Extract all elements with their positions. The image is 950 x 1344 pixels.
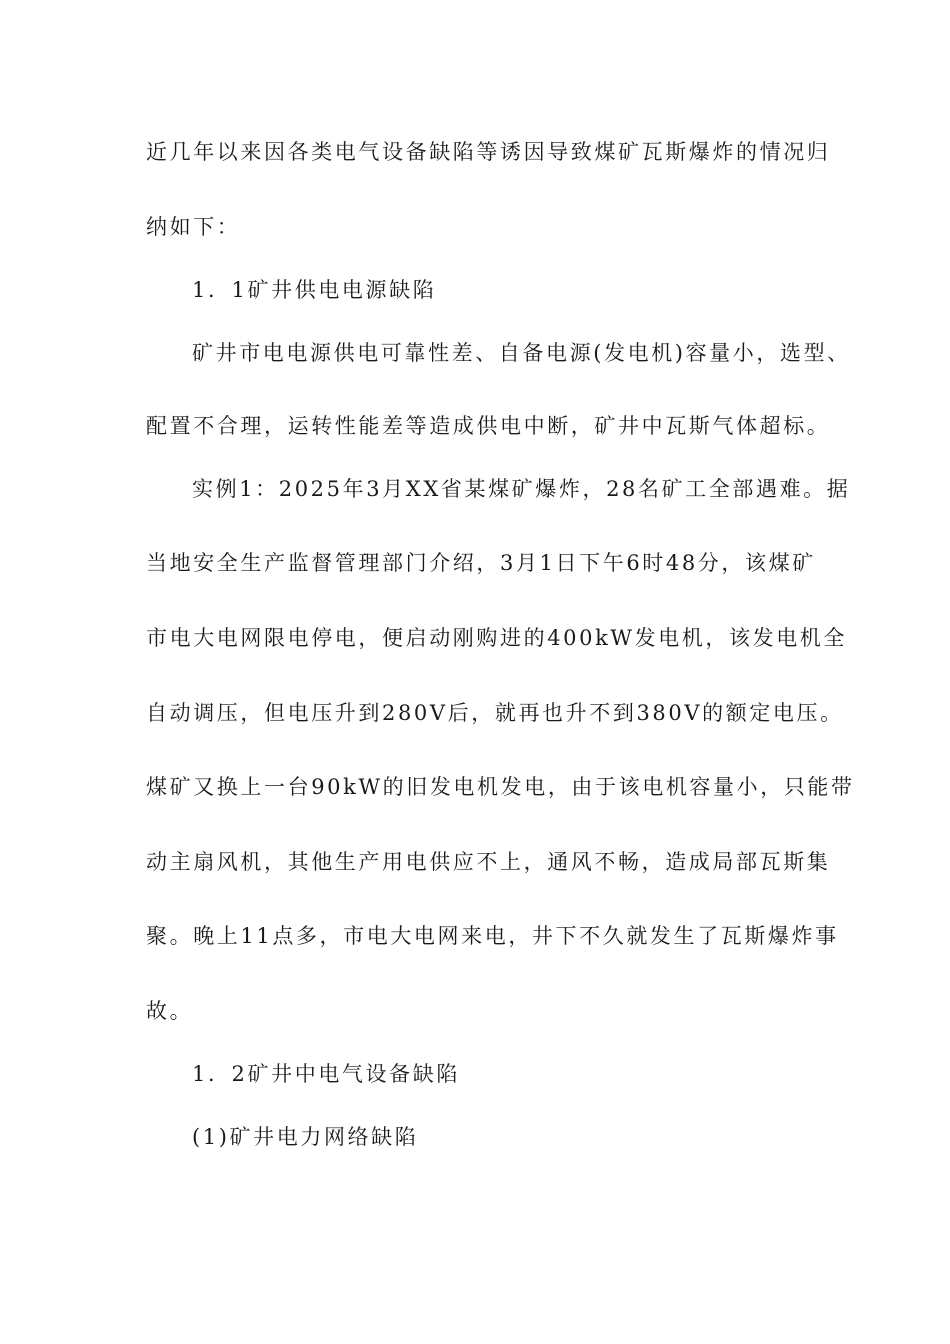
- paragraph-example-line-8: 故。: [146, 999, 194, 1023]
- paragraph-power-supply-line-2: 配置不合理，运转性能差等造成供电中断，矿井中瓦斯气体超标。: [146, 414, 831, 438]
- paragraph-example-line-6: 动主扇风机，其他生产用电供应不上，通风不畅，造成局部瓦斯集: [146, 850, 831, 874]
- paragraph-example-line-7: 聚。晚上11点多，市电大电网来电，井下不久就发生了瓦斯爆炸事: [146, 924, 839, 948]
- paragraph-example-line-2: 当地安全生产监督管理部门介绍，3月1日下午6时48分，该煤矿: [146, 551, 816, 575]
- paragraph-example-line-4: 自动调压，但电压升到280V后，就再也升不到380V的额定电压。: [146, 701, 844, 725]
- paragraph-power-supply-line-1: 矿井市电电源供电可靠性差、自备电源(发电机)容量小，选型、: [192, 341, 851, 365]
- subsection-heading-1: (1)矿井电力网络缺陷: [192, 1125, 419, 1149]
- paragraph-intro-line-1: 近几年以来因各类电气设备缺陷等诱因导致煤矿瓦斯爆炸的情况归: [146, 140, 831, 164]
- section-heading-1-2: 1．2矿井中电气设备缺陷: [192, 1062, 460, 1086]
- paragraph-example-line-3: 市电大电网限电停电，便启动刚购进的400kW发电机，该发电机全: [146, 626, 847, 650]
- paragraph-example-line-1: 实例1：2025年3月XX省某煤矿爆炸，28名矿工全部遇难。据: [192, 477, 851, 501]
- paragraph-intro-line-2: 纳如下：: [146, 215, 241, 239]
- paragraph-example-line-5: 煤矿又换上一台90kW的旧发电机发电，由于该电机容量小，只能带: [146, 775, 855, 799]
- section-heading-1-1: 1．1矿井供电电源缺陷: [192, 278, 437, 302]
